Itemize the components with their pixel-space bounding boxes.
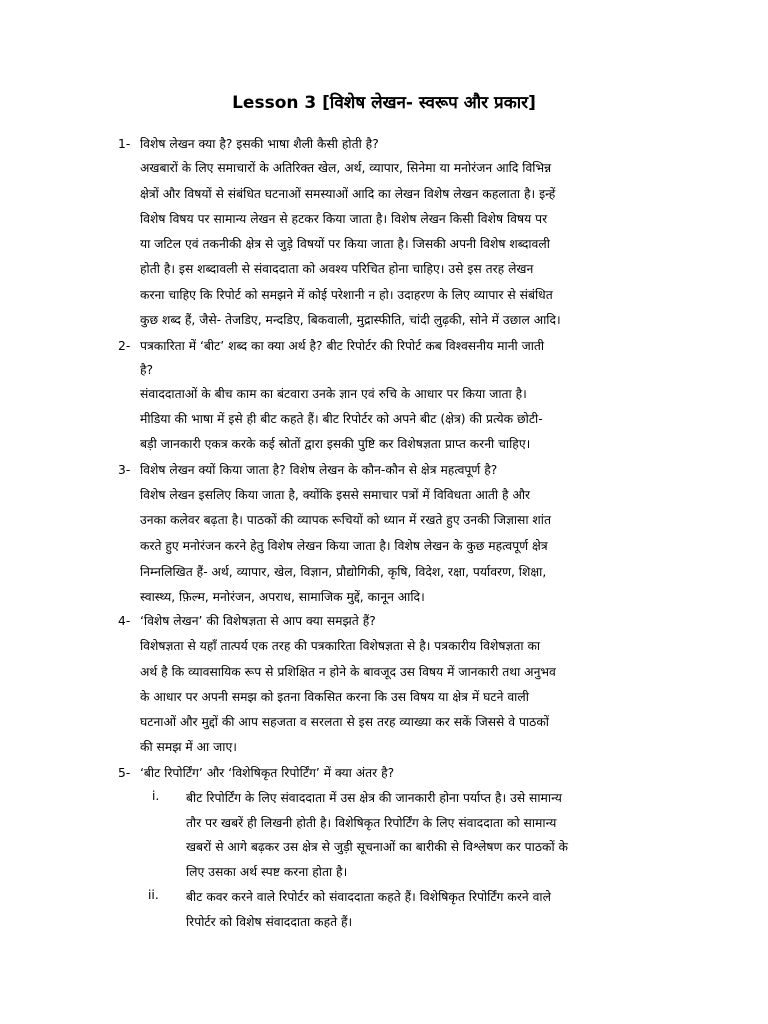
sub-item-line: तौर पर खबरें ही लिखनी होती है। विशेषिकृत रिपोर्टिंग के लिए संवाददाता को सामान्य <box>186 816 557 830</box>
answer-1-line: क्षेत्रों और विषयों से संबंधित घटनाओं समस्याओं आदि का लेखन विशेष लेखन कहलाता है। इन्हें <box>140 187 556 201</box>
question-1 <box>118 135 379 152</box>
sub-item-line: बीट रिपोर्टिंग के लिए संवाददाता में उस क्षेत्र की जानकारी होना पर्याप्त है। उसे सामान्य <box>186 791 562 805</box>
question-number: 4- <box>118 614 131 628</box>
answer-4-line: के आधार पर अपनी समझ को इतना विकसित करना कि उस विषय या क्षेत्र में घटने वाली <box>140 690 529 704</box>
question-number: 1- <box>118 137 131 151</box>
answer-1-line: करना चाहिए कि रिपोर्ट को समझने में कोई परेशानी न हो। उदाहरण के लिए व्यापार से संबंधित <box>140 288 553 302</box>
question-number: 3- <box>118 463 131 477</box>
answer-2-line: संवाददाताओं के बीच काम का बंटवारा उनके ज्ञान एवं रुचि के आधार पर किया जाता है। <box>140 387 527 401</box>
sub-item-marker: i. <box>152 789 160 803</box>
answer-1-line: अखबारों के लिए समाचारों के अतिरिक्त खेल, अर्थ, व्यापार, सिनेमा या मनोरंजन आदि विभिन्न <box>140 161 552 175</box>
question-text: ‘विशेष लेखन’ की विशेषज्ञता से आप क्या समझते हैं? <box>140 614 376 628</box>
sub-item-line: रिपोर्टर को विशेष संवाददाता कहते हैं। <box>186 915 353 929</box>
question-2 <box>118 337 544 354</box>
answer-3-line: करते हुए मनोरंजन करने हेतु विशेष लेखन किया जाता है। विशेष लेखन के कुछ महत्वपूर्ण क्षेत्र <box>140 539 548 553</box>
answer-4-line: की समझ में आ जाए। <box>140 740 237 754</box>
question-3 <box>118 461 497 478</box>
question-text: ‘बीट रिपोर्टिंग’ और ‘विशेषिकृत रिपोर्टिंग’ में क्या अंतर है? <box>140 766 395 780</box>
answer-1-line: होती है। इस शब्दावली से संवाददाता को अवश्य परिचित होना चाहिए। उसे इस तरह लेखन <box>140 262 534 276</box>
answer-4-line: घटनाओं और मुद्दों की आप सहजता व सरलता से इस तरह व्याख्या कर सकें जिससे वे पाठकों <box>140 715 549 729</box>
question-5 <box>118 764 394 781</box>
question-text: विशेष लेखन क्यों किया जाता है? विशेष लेखन के कौन-कौन से क्षेत्र महत्वपूर्ण है? <box>140 463 498 477</box>
answer-2-line: मीडिया की भाषा में इसे ही बीट कहते हैं। बीट रिपोर्टर को अपने बीट (क्षेत्र) की प्रत्येक छोटी- <box>140 412 543 426</box>
question-2-continuation: है? <box>140 363 154 377</box>
question-number: 5- <box>118 766 131 780</box>
sub-item-line: बीट कवर करने वाले रिपोर्टर को संवाददाता कहते हैं। विशेषिकृत रिपोर्टिंग करने वाले <box>186 890 551 904</box>
question-4 <box>118 612 376 629</box>
question-text: पत्रकारिता में ‘बीट’ शब्द का क्या अर्थ है? बीट रिपोर्टर की रिपोर्ट कब विश्वसनीय मानी जाती <box>140 339 545 353</box>
answer-2-line: बड़ी जानकारी एकत्र करके कई स्रोतों द्वारा इसकी पुष्टि कर विशेषज्ञता प्राप्त करनी चाहिए। <box>140 437 531 451</box>
sub-item-marker: ii. <box>148 888 159 902</box>
answer-3-line: स्वास्थ्य, फ़िल्म, मनोरंजन, अपराध, सामाजिक मुद्दें, कानून आदि। <box>140 590 425 604</box>
sub-item-line: लिए उसका अर्थ स्पष्ट करना होता है। <box>186 865 348 879</box>
answer-1-line: या जटिल एवं तकनीकी क्षेत्र से जुड़े विषयों पर किया जाता है। जिसकी अपनी विशेष शब्दावली <box>140 237 550 251</box>
answer-1-line: कुछ शब्द हैं, जैसे- तेजडिए, मन्दडिए, बिकवाली, मुद्रास्फीति, चांदी लुढ़की, सोने में उछाल आदि। <box>140 313 561 327</box>
answer-3-line: निम्नलिखित हैं- अर्थ, व्यापार, खेल, विज्ञान, प्रौद्योगिकी, कृषि, विदेश, रक्षा, पर्यावरण, शिक्षा, <box>140 565 547 579</box>
answer-4-line: अर्थ है कि व्यावसायिक रूप से प्रशिक्षित न होने के बावजूद उस विषय में जानकारी तथा अनुभव <box>140 665 556 679</box>
question-text: विशेष लेखन क्या है? इसकी भाषा शैली कैसी होती है? <box>140 137 379 151</box>
page-title: Lesson 3 [विशेष लेखन- स्वरूप और प्रकार] <box>232 93 536 113</box>
question-number: 2- <box>118 339 131 353</box>
answer-3-line: उनका कलेवर बढ़ता है। पाठकों की व्यापक रूचियों को ध्यान में रखते हुए उनकी जिज्ञासा शांत <box>140 513 551 527</box>
answer-3-line: विशेष लेखन इसलिए किया जाता है, क्योंकि इससे समाचार पत्रों में विविधता आती है और <box>140 488 531 502</box>
sub-item-line: खबरों से आगे बढ़कर उस क्षेत्र से जुड़ी सूचनाओं का बारीकी से विश्लेषण कर पाठकों के <box>186 840 568 854</box>
answer-1-line: विशेष विषय पर सामान्य लेखन से हटकर किया जाता है। विशेष लेखन किसी विशेष विषय पर <box>140 212 548 226</box>
answer-4-line: विशेषज्ञता से यहाँ तात्पर्य एक तरह की पत्रकारिता विशेषज्ञता से है। पत्रकारीय विशेषज्ञता का <box>140 639 541 653</box>
